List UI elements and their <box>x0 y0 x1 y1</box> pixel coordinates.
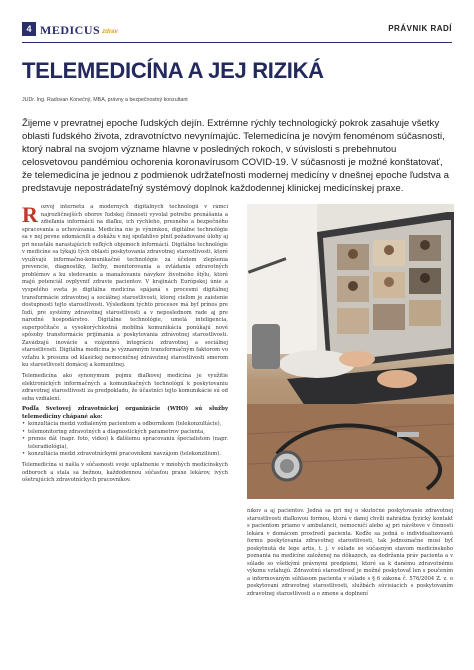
list-item: • konzultácia medzi vzdialeným pacientom a odborníkom (telekonzultácie), <box>28 421 228 429</box>
header-divider <box>22 42 452 43</box>
paragraph <box>22 204 228 370</box>
list-item: • konzultácia medzi zdravotníckymi pracovníkmi navzájom (telekonzilium). <box>28 451 228 459</box>
logo-text: MEDICUS <box>40 23 101 37</box>
article-title: TELEMEDICÍNA A JEJ RIZIKÁ <box>22 58 324 83</box>
video-tiles <box>337 235 441 334</box>
article-column-left <box>22 204 228 664</box>
logo-subtext: zdrav <box>102 29 118 35</box>
photo-illustration <box>247 204 454 499</box>
medicus-logo <box>40 20 118 38</box>
article-lead: Žijeme v prevratnej epoche ľudských dejín. Extrémne rýchly technologický pokrok zasahuje všetky oblasti ľudského života, zdravotníctvo nevynímajúc. Telemedicína je novým fenoménom súčasnosti, ktorý nabral na svojom význame hlavne v posledných rokoch, v súvislosti s prebehnutou celosvetovou pandémiou ochorenia koronavírusom COVID-19. V súčasnosti je možné konštatovať, že telemedicína je jednou z podmienok udržateľnosti modernej medicíny v dnešnej epoche ľudstva a predstavuje nepostrádateľný systémový doplnok každodennej klinickej medicínskej praxe. <box>22 118 449 194</box>
paragraph: Telemedicína ako synonymum pojmu diaľkovej medicína je využitie elektronických informačných a komunikačných technológií k poskytovaniu zdravotnej starostlivosti za predpokladu, že účastníci tejto komunikácie sú od seba vzdialení. <box>22 373 228 402</box>
section-label: PRÁVNIK RADÍ <box>388 24 452 33</box>
list-item: • prenos dát (napr. foto, video) k ďalšiemu spracovaniu špecialistom (napr. teleradiológia), <box>28 436 228 451</box>
article-byline: JUDr. Ing. Radovan Konečný, MBA, právny a bezpečnostný konzultant <box>22 97 188 103</box>
paragraph: níkov a aj pacientov. Jedná sa pri nej o skutočné poskytovanie zdravotnej starostlivosti diaľkovou formou, ktorá v danej chvíli nahrádza fyzický kontakt s pacientom priamo v ambulancii, nemocničí alebo aj pri návšteve v činnosti lekára v domácom prostredí pacienta. Keďže sa jedná o individualizovanú formu poskytovania zdravotnej starostlivosti, tak jednoznačne musí byť poskytnutá de lege artis, t. j. v súlade so súčasným stavom medicínskeho poznania na medicíne založenej na dôkazoch, za dodržania práv pacienta a v súlade so všetkými právnymi predpismi, ktoré sa k danému zdravotnému výkonu vzťahujú. Zdravotnú starostlivosť je možné poskytovať len s poučením a informovaným súhlasom pacienta v súlade s § 6 zákona č. 576/2004 Z. z. o poskytovaní zdravotnej starostlivosti, službách súvisiacich s poskytovaním zdravotnej starostlivosti a o zmene a doplnení <box>247 508 453 598</box>
page-number: 4 <box>22 22 36 36</box>
who-list <box>22 421 228 459</box>
article-column-right <box>247 508 453 658</box>
list-item: • telemonitoring zdravotných a diagnostických parametrov pacienta, <box>28 429 228 437</box>
article-photo-telemedicine <box>247 204 454 499</box>
who-heading: Podľa Svetovej zdravotníckej organizácie (WHO) sú služby telemedicíny chápané ako: <box>22 406 228 420</box>
drop-cap: R <box>22 204 38 227</box>
paragraph-text: ozvoj internetu a moderných digitálnych technológií v rámci najrozličnejších oborov ľudskej činnosti vyvolal potrebu prenášania a zdieľania informácií na diaľku, ich rýchleho, presného a bezpečného spracovania a uchovávania. Medicína nie je výnimkou, digitálne technológie sa v nej pevne udomácnili a dokážu v nej spoľahlivo plniť požadované úlohy aj pri neustále narastajúcich veľkých objemoch informácií. Digitálne technológie v medicíne sa týkajú tých oblastí poskytovania zdravotnej starostlivosti, ktoré využívajú informačno-komunikačné technológie za účelom zlepšenia prevencie, diagnostiky, liečby, monitorovania a zvládania zdravotných problémov a ku sledovaniu a manažovaniu návykov životného štýlu, ktoré majú potenciál ovplyvniť zdravie pacientov. V krajinách Európskej únie a vyspelého sveta je digitálna medicína spájaná s procesmi digitálnej transformácie zdravotnej a sociálnej starostlivosti, ktorej cieľom je zaistenie dostupnosti tejto starostlivosti. Výsledkom týchto procesov má byť prínos pre ľudí, pre systémy zdravotnej starostlivosti a v neposlednom rade aj pre národné hospodárstvo. Digitálne technológie, umelá inteligencia, superpočítače a vysokorýchlostná mobilná komunikácia ponúkajú nové spôsoby transformácie prijímania a poskytovania zdravotnej starostlivosti. Zavádzajú inovácie a vzájomnú integráciu zdravotnej a sociálnej starostlivosti. Digitálna medicína je významným transformačným faktorom vo vzťahu k presunu od klasickej nemocničnej zdravotnej starostlivosti smerom ku starostlivosti domácej a komunitnej. <box>22 204 228 369</box>
paragraph: Telemedicína si našla v súčasnosti svoje uplatnenie v mnohých medicínskych odboroch a stala sa bežnou, každodennou súčasťou praxe lekárov, ivých ošetrujúcich zdravotníckych pracovníkov. <box>22 461 228 484</box>
